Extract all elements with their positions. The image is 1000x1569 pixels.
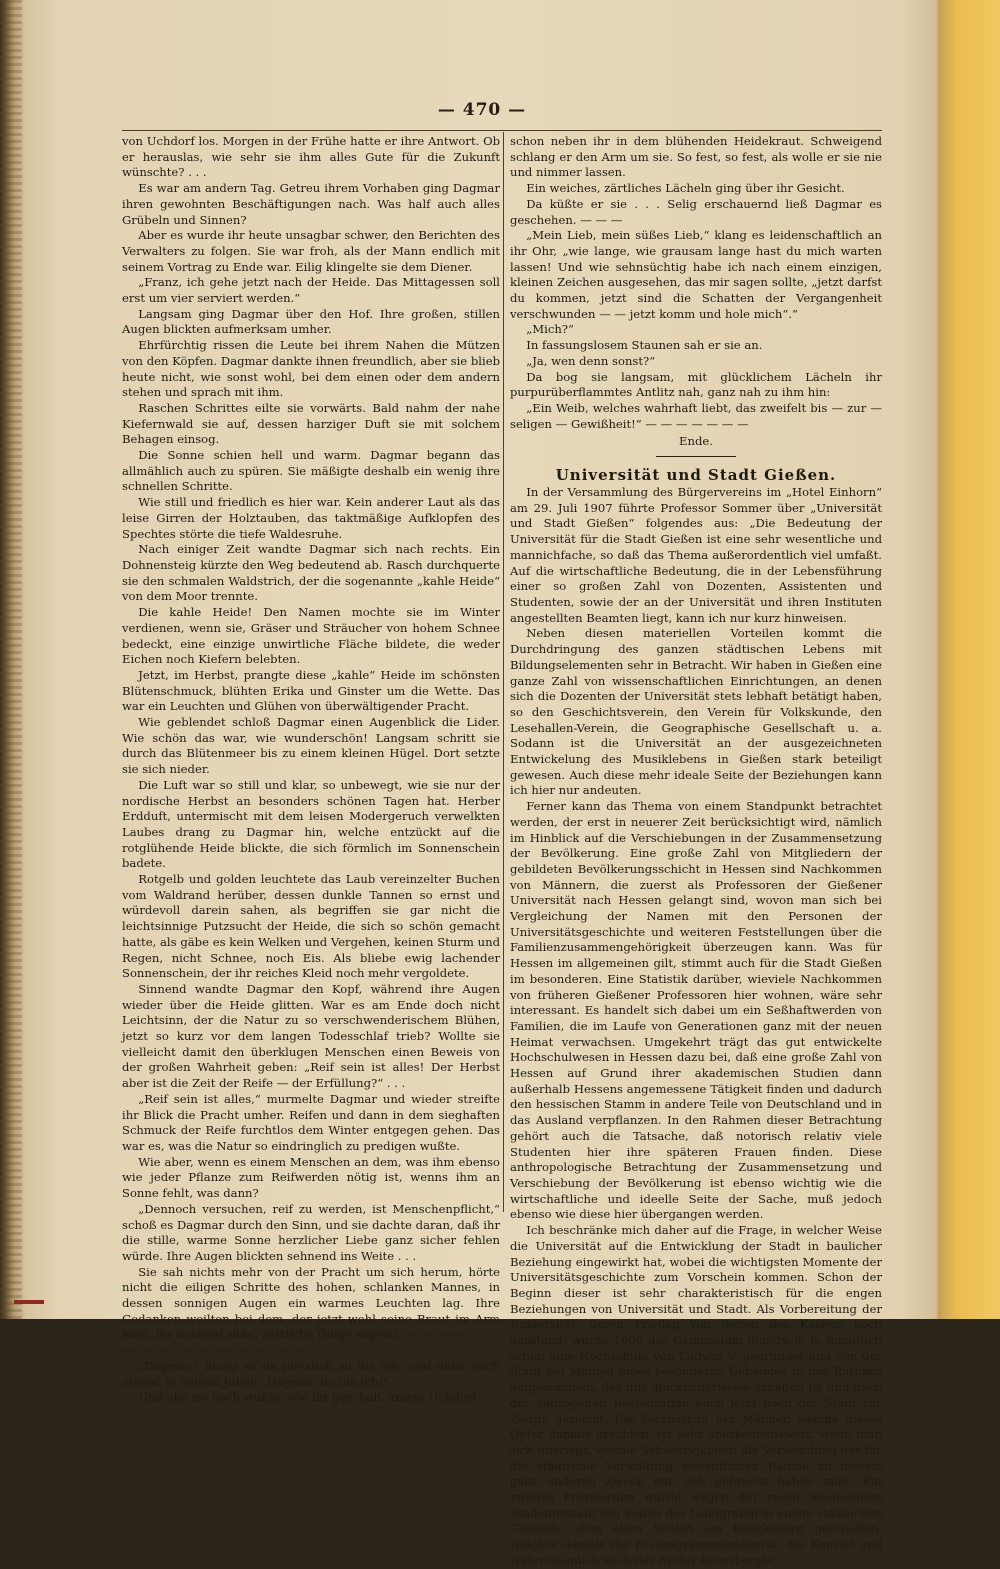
story-paragraph: Rotgelb und golden leuchtete das Laub vereinzelter Buchen vom Waldrand herüber, dessen dunkle Tannen so ernst und würdevoll darein sahen, als begriffen sie gar nicht die leichtsinnige Putzsucht der Heide, die sich so schön gemacht hatte, als gäbe es kein Welken und Vergehen, keinen Sturm und Regen, nicht Schnee, noch Eis. Als bliebe ewig lachender Sonnenschein, der ihr reiches Kleid noch mehr vergoldete.: [122, 872, 500, 981]
story-paragraph: Und ehe sie noch wußte, wie ihr geschah, kniete Uchdorf: [138, 1390, 477, 1405]
story-paragraph: Ehrfürchtig rissen die Leute bei ihrem Nahen die Mützen von den Köpfen. Dagmar dankte ihnen freundlich, aber sie blieb heute nicht, wie sonst wohl, bei dem einen oder dem andern stehen und sprach mit ihm.: [122, 338, 500, 400]
header-rule: [122, 130, 882, 131]
story-end: Ende.: [679, 434, 713, 449]
article-paragraph: Neben diesen materiellen Vorteilen kommt die Durchdringung des ganzen städtischen Lebens mit Bildungselementen sehr in Betracht. Wir haben in Gießen eine ganze Zahl von wissenschaftlichen Einrichtungen, an denen sich die Dozenten der Universität stets lebhaft betätigt haben, so den Geschichtsverein, den Verein für Volkskunde, den Lesehallen-Verein, die Geographische Gesellschaft u. a. Sodann ist die Universität an der ausgezeichneten Entwickelung des Musiklebens in Gießen stark beteiligt gewesen. Auch diese mehr ideale Seite der Beziehungen kann ich hier nur andeuten.: [510, 626, 882, 798]
story-paragraph: Wie aber, wenn es einem Menschen an dem, was ihm ebenso wie jeder Pflanze zum Reifwerden nötig ist, wenns ihm an Sonne fehlt, was dann?: [122, 1154, 500, 1201]
story-paragraph: schon neben ihr in dem blühenden Heidekraut. Schweigend schlang er den Arm um sie. So fest, so fest, als wolle er sie nie und nimmer lassen.: [510, 134, 882, 180]
article-body: [510, 485, 882, 1569]
article-heading: Universität und Stadt Gießen.: [555, 466, 837, 485]
right-column: [510, 134, 882, 1569]
story-paragraph: „Ja, wen denn sonst?“: [526, 353, 656, 368]
story-paragraph: Aber es wurde ihr heute unsagbar schwer, den Berichten des Verwalters zu folgen. Sie war froh, als der Mann endlich mit seinem Vortrag zu Ende war. Eilig klingelte sie dem Diener.: [122, 228, 500, 274]
story-paragraph: Sinnend wandte Dagmar den Kopf, während ihre Augen wieder über die Heide glitten. War es am Ende doch nicht Leichtsinn, der die Natur zu so verschwenderischem Blühen, jetzt so kurz vor dem langen Todesschlaf trieb? Wollte sie vielleicht damit den überklugen Menschen einen Beweis von der großen Wahrheit geben: „Reif sein ist alles! Der Herbst aber ist die Zeit der Reife — der Erfüllung?“ . . .: [122, 981, 500, 1091]
story-paragraph: Da küßte er sie . . . Selig erschauernd ließ Dagmar es geschehen. — — —: [510, 196, 882, 227]
story-paragraph: Jetzt, im Herbst, prangte diese „kahle“ Heide im schönsten Blütenschmuck, blühten Erika und Ginster um die Wette. Das war ein Leuchten und Glühen von überwältigender Pracht.: [122, 667, 500, 714]
book-binding-edge: [0, 0, 22, 1319]
story-continuation: [510, 134, 882, 432]
story-paragraph: Die kahle Heide! Den Namen mochte sie im Winter verdienen, wenn sie, Gräser und Sträucher von hohem Schnee bedeckt, eine einzige unwirtliche Fläche bildete, die weder Eichen noch Kiefern belebten.: [122, 605, 500, 667]
story-paragraph: „Mich?“: [526, 322, 574, 337]
story-paragraph: Wie still und friedlich es hier war. Kein anderer Laut als das leise Girren der Holztauben, das taktmäßige Aufklopfen des Spechtes störte die tiefe Waldesruhe.: [122, 495, 500, 541]
article-paragraph: Ferner kann das Thema von einem Standpunkt betrachtet werden, der erst in neuerer Zeit berücksichtigt wird, nämlich im Hinblick auf die Verschiebungen in der Zusammensetzung der Bevölkerung. Eine große Zahl von Mitgliedern der gebildeten Bevölkerungsschicht in Hessen sind Nachkommen von Männern, die zuerst als Professoren der Gießener Universität nach Hessen gelangt sind, wovon man sich bei Vergleichung der Namen mit den Personen der Universitätsgeschichte und weiteren Feststellungen über die Familienzusammengehörigkeit überzeugen kann. Was für Hessen im allgemeinen gilt, stimmt auch für die Stadt Gießen im besonderen. Eine Statistik darüber, wieviele Nachkommen von früheren Gießener Professoren hier wohnen, wäre sehr interessant. Es handelt sich dabei um ein Seßhaftwerden von Familien, die im Laufe von Generationen ganz mit der neuen Heimat verwachsen. Umgekehrt trägt das gut entwickelte Hochschulwesen in Hessen dazu bei, daß eine große Zahl von Hessen auf Grund ihrer akademischen Studien dann außerhalb Hessens angemessene Tätigkeit finden und dadurch den hessischen Stamm in andere Teile von Deutschland und in das Ausland verpflanzen. In den Rahmen dieser Betrachtung gehört auch die Tatsache, daß notorisch relativ viele Studenten hier ihre späteren Frauen finden. Diese anthropologische Betrachtung der Zusammensetzung und Verschiebung der Bevölkerung ist ebenso wichtig wie die wirtschaftliche und ideelle Seite der Sache, muß jedoch ebenso wie diese hier übergangen werden.: [510, 799, 882, 1222]
story-paragraph: „Franz, ich gehe jetzt nach der Heide. Das Mittagessen soll erst um vier serviert werden.“: [122, 275, 500, 306]
story-paragraph: — — — — — — — — — —: [122, 1343, 310, 1358]
article-paragraph: In der Versammlung des Bürgervereins im „Hotel Einhorn“ am 29. Juli 1907 führte Professor Sommer über „Universität und Stadt Gießen“ folgendes aus: „Die Bedeutung der Universität für die Stadt Gießen ist eine sehr wesentliche und mannichfache, so daß das Thema außerordentlich viel umfaßt. Auf die wirtschaftliche Bedeutung, die in der Lebensführung einer so großen Zahl von Dozenten, Assistenten und Studenten, sowie der an der Universität und ihren Instituten angestellten Beamten liegt, kann ich nur kurz hinweisen.: [510, 485, 882, 625]
story-paragraph: Es war am andern Tag. Getreu ihrem Vorhaben ging Dagmar ihren gewohnten Beschäftigungen nach. Was half auch alles Grübeln und Sinnen?: [122, 181, 500, 227]
story-paragraph: „Dennoch versuchen, reif zu werden, ist Menschenpflicht,“ schoß es Dagmar durch den Sinn, und sie dachte daran, daß ihr die stille, warme Sonne herzlicher Liebe ganz sicher fehlen würde. Ihre Augen blickten sehnend ins Weite . . .: [122, 1201, 500, 1263]
newspaper-page: [26, 0, 938, 1567]
story-paragraph: Langsam ging Dagmar über den Hof. Ihre großen, stillen Augen blickten aufmerksam umher.: [122, 306, 500, 337]
story-paragraph: von Uchdorf los. Morgen in der Frühe hatte er ihre Antwort. Ob er herauslas, wie sehr sie ihm alles Gute für die Zukunft wünschte? . . .: [122, 134, 500, 180]
story-paragraph: „Mein Lieb, mein süßes Lieb,“ klang es leidenschaftlich an ihr Ohr, „wie lange, wie grausam lange hast du mich warten lassen! Und wie sehnsüchtig habe ich nach einem einzigen, kleinen Zeichen ausgesehen, das mir sagen sollte, „jetzt darfst du kommen, jetzt sind die Schatten der Vergangenheit verschwunden — — jetzt komm und hole mich“.“: [510, 228, 882, 321]
story-paragraph: Die Luft war so still und klar, so unbewegt, wie sie nur der nordische Herbst an besonders schönen Tagen hat. Herber Erdduft, untermischt mit dem leisen Modergeruch verwelkten Laubes drang zu Dagmar hin, welche entzückt auf die rotglühende Heide blickte, die sich förmlich im Sonnenschein badete.: [122, 777, 500, 871]
story-paragraph: Raschen Schrittes eilte sie vorwärts. Bald nahm der nahe Kiefernwald sie auf, dessen harziger Duft sie mit solchem Behagen einsog.: [122, 400, 500, 447]
page-number: — 470 —: [437, 100, 527, 120]
story-paragraph: Sie sah nichts mehr von der Pracht um sich herum, hörte nicht die eiligen Schritte des hohen, schlanken Mannes, in dessen sonnigen Augen ein warmes Leuchten lag. Ihre Gedanken weilten bei dem, der jetzt wohl seine Braut im Arm hielt, ihr tausend süße, zärtliche Dinge sagend. — — — —: [122, 1264, 500, 1342]
section-rule: [656, 456, 736, 457]
story-paragraph: „Reif sein ist alles,“ murmelte Dagmar und wieder streifte ihr Blick die Pracht umher. Reifen und dann in dem sieghaften Schmuck der Reife furchtlos dem Winter entgegen gehen. Das war es, was die Natur so eindringlich zu predigen wußte.: [122, 1091, 500, 1153]
story-paragraph: „Ein Weib, welches wahrhaft liebt, das zweifelt bis — zur — seligen — Gewißheit!“ — — — — — — —: [510, 400, 882, 431]
story-paragraph: Ein weiches, zärtliches Lächeln ging über ihr Gesicht.: [526, 181, 845, 196]
story-paragraph: Da bog sie langsam, mit glücklichem Lächeln ihr purpurüberflammtes Antlitz nah, ganz nah zu ihm hin:: [510, 369, 882, 400]
story-paragraph: In fassungslosem Staunen sah er sie an.: [526, 338, 763, 353]
page-edge-strip: [938, 0, 1000, 1319]
left-column: [122, 134, 500, 1406]
story-paragraph: Nach einiger Zeit wandte Dagmar sich nach rechts. Ein Dohnensteig kürzte den Weg bedeutend ab. Rasch durchquerte sie den schmalen Waldstrich, der die sogenannte „kahle Heide“ von dem Moor trennte.: [122, 542, 500, 604]
story-paragraph: Die Sonne schien hell und warm. Dagmar begann das allmählich auch zu spüren. Sie mäßigte deshalb ein wenig ihre schnellen Schritte.: [122, 448, 500, 494]
story-paragraph: „Dagmar,“ klang es da plötzlich zu ihr hin, und dann noch einmal in hellem Jubel: „Dagmar, da bin ich!“: [122, 1358, 500, 1389]
column-divider: [503, 132, 504, 1212]
article-paragraph: Ich beschränke mich daher auf die Frage, in welcher Weise die Universität auf die Entwicklung der Stadt in baulicher Beziehung eingewirkt hat, wobei die wichtigsten Momente der Universitätsgeschichte zum Vorschein kommen. Schon der Beginn dieser ist sehr charakteristisch für die engen Beziehungen von Universität und Stadt. Als Vorbereitung der Universität, deren Privileg von Seiten des Kaisers noch ausstand, wurde 1605 das Gymnasium illustre d. h. inhaltlich schon eine Hochschule von Ludwig V. gegründet und von der Stadt bei Mangel eines besonderen Gebäudes in das Rathaus aufgenommen, das uns glücklicherweise erhalten ist und nach der vollzogenen Restauration auch jetzt noch der Stadt zur Zierde gereicht. Die Voraussicht der Männer, welche dieses Opfer damals brachten, ist sehr anerkennenswert, wenn man sich überlegt, welche Schwierigkeiten die Verwendung der für die städtische Verwaltung wesentlichen Räume zu diesem ganz anderen Zweck mit sich gebracht haben muß. Ein zweites Provisorium wurde wegen der rasch wachsenden Studentenzahl von Seiten des Landgrafen in einem staatlichen Gebäude, dem alten Schloß am Kanzleiberg geschaffen, welches damals die Festungskommandantur, die Kanzlei und wahrscheinlich auch das Archiv beherbergte.: [510, 1223, 882, 1567]
story-paragraph: Wie geblendet schloß Dagmar einen Augenblick die Lider. Wie schön das war, wie wunderschön! Langsam schritt sie durch das Blütenmeer bis zu einem kleinen Hügel. Dort setzte sie sich nieder.: [122, 715, 500, 777]
